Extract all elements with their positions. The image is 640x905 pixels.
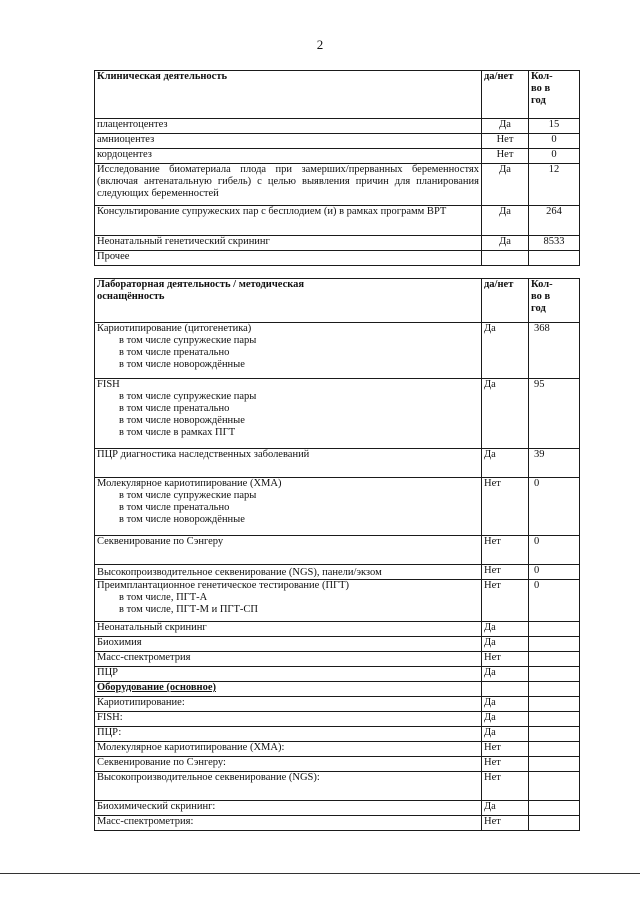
row-label: Исследование биоматериала плода при замерших/прерванных беременностях (включая антенатальную гибель) с целью выявления причин для планирования следующих беременностей xyxy=(95,164,482,206)
row-label: ПЦР xyxy=(95,667,482,682)
row-sub-label: в том числе, ПГТ-А xyxy=(119,592,208,603)
row-label: Секвенирование по Сэнгеру xyxy=(95,536,482,565)
row-yes-no: Нет xyxy=(482,742,529,757)
column-header-count-line: Кол- xyxy=(531,279,553,290)
table-header-row xyxy=(95,279,580,323)
row-label: Высокопроизводительное секвенирование (NGS), панели/экзом xyxy=(95,565,482,580)
row-label: Прочее xyxy=(95,251,482,266)
row-yes-no: Нет xyxy=(482,134,529,149)
row-count: 15 xyxy=(529,119,580,134)
column-header-count xyxy=(529,279,580,323)
row-label: кордоцентез xyxy=(95,149,482,164)
row-count: 0 xyxy=(529,565,580,580)
table-row xyxy=(95,206,580,236)
section-row xyxy=(95,682,580,697)
table-row xyxy=(95,565,580,580)
row-yes-no: Да xyxy=(482,801,529,816)
row-yes-no: Да xyxy=(482,379,529,449)
row-yes-no: Да xyxy=(482,449,529,478)
table-row xyxy=(95,652,580,667)
table-row xyxy=(95,772,580,801)
row-count xyxy=(529,712,580,727)
row-label xyxy=(95,323,482,379)
table-row xyxy=(95,727,580,742)
row-count: 264 xyxy=(529,206,580,236)
column-header-activity-line: Лабораторная деятельность / методическая xyxy=(97,279,305,290)
row-yes-no: Нет xyxy=(482,536,529,565)
row-count xyxy=(529,637,580,652)
column-header-count-line: год xyxy=(531,303,546,314)
row-sub-label: в том числе в рамках ПГТ xyxy=(119,427,236,438)
row-yes-no xyxy=(482,251,529,266)
column-header-activity xyxy=(95,279,482,323)
column-header-count xyxy=(529,71,580,119)
row-yes-no: Да xyxy=(482,323,529,379)
row-label: ПЦР: xyxy=(95,727,482,742)
page-bottom-rule xyxy=(0,873,640,874)
table-row xyxy=(95,637,580,652)
row-label: Масс-спектрометрия: xyxy=(95,816,482,831)
table-row xyxy=(95,667,580,682)
table-row xyxy=(95,697,580,712)
row-count: 0 xyxy=(529,536,580,565)
row-sub-label: в том числе пренатально xyxy=(119,347,230,358)
row-count xyxy=(529,251,580,266)
row-label: Масс-спектрометрия xyxy=(95,652,482,667)
table-row xyxy=(95,323,580,379)
table-row xyxy=(95,134,580,149)
table-row xyxy=(95,251,580,266)
row-count: 39 xyxy=(529,449,580,478)
row-count xyxy=(529,652,580,667)
row-label: Секвенирование по Сэнгеру: xyxy=(95,757,482,772)
row-sub-label: в том числе супружеские пары xyxy=(119,490,257,501)
equipment-section-title xyxy=(95,682,482,697)
table-row xyxy=(95,801,580,816)
row-main-label: Молекулярное кариотипирование (ХМА) xyxy=(97,478,282,489)
table-header-row xyxy=(95,71,580,119)
row-yes-no: Нет xyxy=(482,652,529,667)
column-header-yes-no: да/нет xyxy=(482,279,529,323)
row-yes-no: Нет xyxy=(482,772,529,801)
row-count: 0 xyxy=(529,134,580,149)
row-yes-no: Нет xyxy=(482,149,529,164)
row-yes-no: Да xyxy=(482,637,529,652)
row-label: FISH: xyxy=(95,712,482,727)
row-yes-no: Нет xyxy=(482,816,529,831)
row-count xyxy=(529,742,580,757)
row-count xyxy=(529,772,580,801)
row-sub-label: в том числе новорождённые xyxy=(119,415,245,426)
row-yes-no: Нет xyxy=(482,580,529,622)
column-header-count-line: во в xyxy=(531,291,551,302)
table-row xyxy=(95,149,580,164)
row-sub-label: в том числе пренатально xyxy=(119,403,230,414)
table-row xyxy=(95,119,580,134)
row-label: амниоцентез xyxy=(95,134,482,149)
row-label: Молекулярное кариотипирование (ХМА): xyxy=(95,742,482,757)
row-count: 368 xyxy=(529,323,580,379)
row-main-label: Кариотипирование (цитогенетика) xyxy=(97,323,252,334)
row-label: плацентоцентез xyxy=(95,119,482,134)
row-label: Кариотипирование: xyxy=(95,697,482,712)
row-sub-label: в том числе супружеские пары xyxy=(119,391,257,402)
row-yes-no: Да xyxy=(482,119,529,134)
row-label: Неонатальный генетический скрининг xyxy=(95,236,482,251)
row-label: Консультирование супружеских пар с бесплодием (и) в рамках программ ВРТ xyxy=(95,206,482,236)
table-row xyxy=(95,478,580,536)
row-label: Биохимия xyxy=(95,637,482,652)
row-yes-no: Нет xyxy=(482,565,529,580)
row-count xyxy=(529,667,580,682)
row-yes-no: Да xyxy=(482,667,529,682)
row-yes-no: Да xyxy=(482,236,529,251)
row-label: Неонатальный скрининг xyxy=(95,622,482,637)
table-row xyxy=(95,580,580,622)
row-count xyxy=(529,682,580,697)
row-yes-no: Нет xyxy=(482,757,529,772)
row-yes-no: Да xyxy=(482,697,529,712)
table-row xyxy=(95,742,580,757)
row-yes-no xyxy=(482,682,529,697)
row-count xyxy=(529,727,580,742)
row-count: 0 xyxy=(529,580,580,622)
table-row xyxy=(95,712,580,727)
table-row xyxy=(95,236,580,251)
row-count xyxy=(529,757,580,772)
row-count xyxy=(529,622,580,637)
row-count: 12 xyxy=(529,164,580,206)
row-yes-no: Да xyxy=(482,712,529,727)
row-yes-no: Да xyxy=(482,164,529,206)
row-sub-label: в том числе новорождённые xyxy=(119,359,245,370)
row-count: 8533 xyxy=(529,236,580,251)
column-header-activity-line: оснащённость xyxy=(97,291,165,302)
row-count xyxy=(529,816,580,831)
page-number: 2 xyxy=(316,37,324,52)
row-label xyxy=(95,478,482,536)
table-row xyxy=(95,536,580,565)
table-row xyxy=(95,622,580,637)
laboratory-activity-table xyxy=(94,278,580,831)
row-count: 95 xyxy=(529,379,580,449)
row-count xyxy=(529,801,580,816)
row-label xyxy=(95,379,482,449)
row-main-label: FISH xyxy=(97,379,120,390)
column-header-count-line: во в xyxy=(531,83,551,94)
clinical-activity-table xyxy=(94,70,580,266)
row-label xyxy=(95,580,482,622)
row-label: Биохимический скрининг: xyxy=(95,801,482,816)
row-label: ПЦР диагностика наследственных заболеваний xyxy=(95,449,482,478)
row-sub-label: в том числе новорождённые xyxy=(119,514,245,525)
equipment-title-text: Оборудование (основное) xyxy=(97,682,216,693)
table-row xyxy=(95,379,580,449)
column-header-count-line: Кол- xyxy=(531,71,553,82)
row-yes-no: Да xyxy=(482,727,529,742)
row-count: 0 xyxy=(529,149,580,164)
row-yes-no: Да xyxy=(482,206,529,236)
row-label: Высокопроизводительное секвенирование (NGS): xyxy=(95,772,482,801)
table-row xyxy=(95,164,580,206)
column-header-yes-no: да/нет xyxy=(482,71,529,119)
table-row xyxy=(95,816,580,831)
row-sub-label: в том числе, ПГТ-М и ПГТ-СП xyxy=(119,604,258,615)
row-yes-no: Нет xyxy=(482,478,529,536)
row-count: 0 xyxy=(529,478,580,536)
column-header-count-line: год xyxy=(531,95,546,106)
table-row xyxy=(95,449,580,478)
table-row xyxy=(95,757,580,772)
row-count xyxy=(529,697,580,712)
row-main-label: Преимплантационное генетическое тестирование (ПГТ) xyxy=(97,580,350,591)
row-sub-label: в том числе супружеские пары xyxy=(119,335,257,346)
column-header-activity: Клиническая деятельность xyxy=(95,71,482,119)
row-sub-label: в том числе пренатально xyxy=(119,502,230,513)
row-yes-no: Да xyxy=(482,622,529,637)
